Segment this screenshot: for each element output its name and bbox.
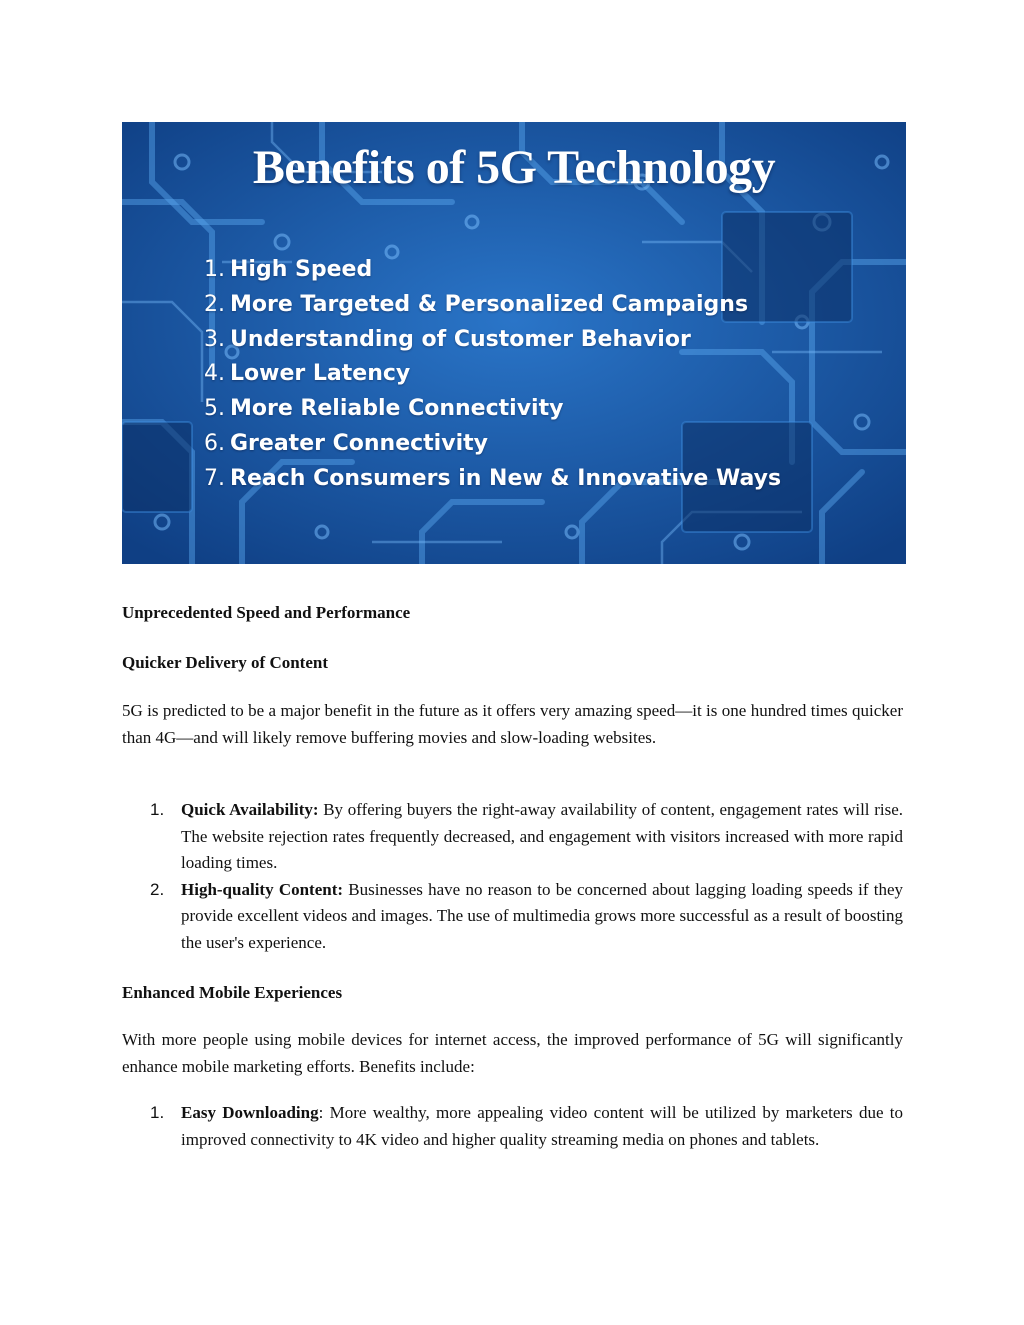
speed-benefits-list <box>122 797 903 956</box>
banner-list-item: 4. Lower Latency <box>204 361 411 387</box>
banner-list-item: 7. Reach Consumers in New & Innovative Ways <box>204 465 782 491</box>
list-item: 1. Easy Downloading: More wealthy, more appealing video content will be utilized by marketers due to improved connectivity to 4K video and higher quality streaming media on phones and tablets. <box>150 1103 903 1149</box>
paragraph-speed: 5G is predicted to be a major benefit in the future as it offers very amazing speed—it is one hundred times quicker than 4G—and will likely remove buffering movies and slow-loading websites. <box>122 701 903 747</box>
banner-list-item: 2. More Targeted & Personalized Campaigns <box>204 291 749 317</box>
list-item: 1. Quick Availability: By offering buyers the right-away availability of content, engagement rates will rise. The website rejection rates frequently decreased, and engagement with visitors increased with more rapid loading times. <box>150 800 903 872</box>
banner-list-item: 5. More Reliable Connectivity <box>204 396 564 422</box>
section-heading-speed: Unprecedented Speed and Performance <box>122 603 411 622</box>
banner-list-item: 1. High Speed <box>204 257 373 282</box>
banner-benefits-list <box>204 253 781 497</box>
banner-list-item: 6. Greater Connectivity <box>204 430 488 456</box>
banner-title: Benefits of 5G Technology <box>252 141 776 194</box>
benefits-banner-image <box>122 122 906 564</box>
mobile-benefits-list <box>122 1100 903 1153</box>
subheading-content-delivery: Quicker Delivery of Content <box>122 653 329 672</box>
list-item: 2. High-quality Content: Businesses have no reason to be concerned about lagging loading speeds if they provide excellent videos and images. The use of multimedia grows more successful as a result of boosting the user's experience. <box>150 879 903 952</box>
banner-list-item: 3. Understanding of Customer Behavior <box>204 326 691 352</box>
section-heading-mobile: Enhanced Mobile Experiences <box>122 983 343 1002</box>
paragraph-mobile: With more people using mobile devices for internet access, the improved performance of 5G will significantly enhance mobile marketing efforts. Benefits include: <box>122 1030 903 1076</box>
